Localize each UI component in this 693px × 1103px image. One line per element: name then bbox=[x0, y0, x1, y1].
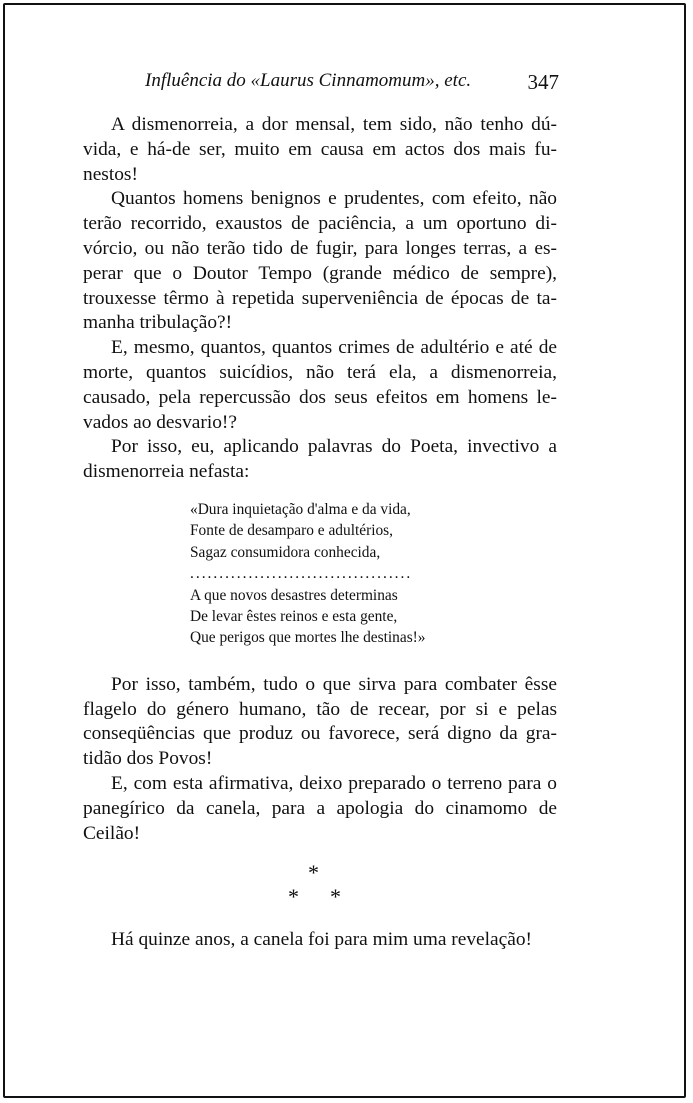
section-break-asterism bbox=[83, 856, 557, 914]
running-header bbox=[145, 70, 559, 98]
page-number: 347 bbox=[527, 70, 559, 94]
asterisk-icon: * bbox=[288, 884, 299, 910]
verse-ellipsis: ...................................... bbox=[190, 565, 413, 583]
verse-line: Sagaz consumidora conhecida, bbox=[190, 543, 381, 561]
verse-line: De levar êstes reinos e esta gente, bbox=[190, 607, 398, 625]
verse-line: «Dura inquietação d'alma e da vida, bbox=[190, 500, 411, 518]
body-text bbox=[83, 113, 557, 953]
paragraph-homens-benignos: Quantos homens benignos e prudentes, com efeito, não terão recorrido, exaustos de paciência, a um oportuno divórcio, ou não terão tido de fugir, para longes terras, a esperar que o Doutor Tempo (grande médico de sempre), trouxesse têrmo à repetida superveniência de épocas de tamanha tribulação?! bbox=[83, 188, 557, 334]
verse-line: Que perigos que mortes lhe destinas!» bbox=[190, 629, 426, 647]
paragraph-invectiva: Por isso, eu, aplicando palavras do Poeta, invectivo a dismenorreia nefasta: bbox=[83, 436, 557, 483]
verse-line: Fonte de desamparo e adultérios, bbox=[190, 522, 394, 540]
paragraph-crimes: E, mesmo, quantos, quantos crimes de adultério e até de morte, quantos suicídios, não terá ela, a dismenorreia, causado, pela repercussão dos seus efeitos em homens levados ao desvario!? bbox=[83, 337, 557, 433]
paragraph-flagelo: Por isso, também, tudo o que sirva para combater êsse flagelo do género humano, tão de recear, por si e pelas conseqüências que produz ou favorece, será digno da gratidão dos Povos! bbox=[83, 673, 557, 770]
asterisk-icon: * bbox=[308, 860, 319, 886]
verse-line: A que novos desastres determinas bbox=[190, 586, 398, 604]
running-title: Influência do «Laurus Cinnamomum», etc. bbox=[145, 70, 472, 91]
paragraph-revelacao: Há quinze anos, a canela foi para mim uma revelação! bbox=[111, 929, 532, 951]
asterisk-icon: * bbox=[330, 884, 341, 910]
paragraph-afirmativa: E, com esta afirmativa, deixo preparado o terreno para o panegírico da canela, para a apologia do cinamomo de Ceilão! bbox=[83, 772, 557, 844]
paragraph-dismenorreia: A dismenorreia, a dor mensal, tem sido, não tenho dúvida, e há-de ser, muito em causa em actos dos mais funestos! bbox=[83, 114, 557, 185]
verse-quotation bbox=[190, 499, 557, 649]
